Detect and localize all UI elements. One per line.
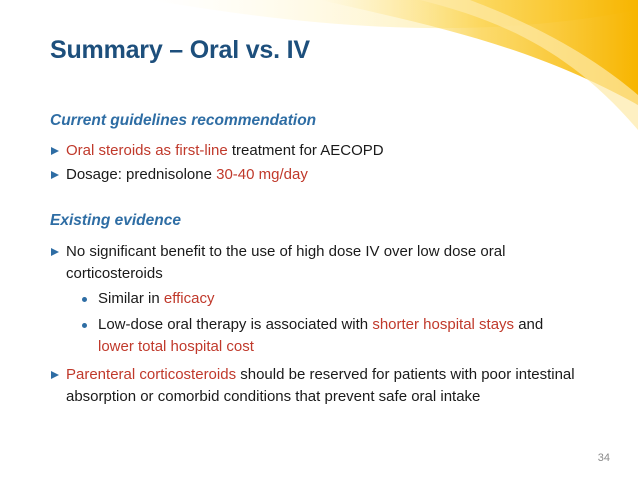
slide-title: Summary – Oral vs. IV xyxy=(50,36,310,64)
evidence-heading: Existing evidence xyxy=(50,212,181,229)
bullet-text: Dosage: prednisolone xyxy=(66,166,217,183)
triangle-bullet-icon xyxy=(51,371,59,379)
bullet-dosage xyxy=(66,164,586,186)
bullet-oral-first-line xyxy=(66,140,586,162)
highlight-text: shorter hospital stays xyxy=(372,316,515,333)
highlight-text: efficacy xyxy=(163,290,215,307)
bullet-text: Similar in xyxy=(98,290,164,307)
dot-bullet-icon xyxy=(82,297,87,302)
highlight-text: 30-40 mg/day xyxy=(216,166,308,183)
bullet-text: should be reserved for patients with poor intestinal absorption or comorbid conditions that prevent safe oral intake xyxy=(66,366,575,405)
highlight-text: lower total hospital cost xyxy=(98,338,254,355)
highlight-text: Oral steroids as first-line xyxy=(66,142,228,159)
sub-bullet-efficacy xyxy=(98,288,598,310)
bullet-text: Low-dose oral therapy is associated with xyxy=(98,316,373,333)
bullet-parenteral xyxy=(66,364,586,408)
bullet-text: No significant benefit to the use of high dose IV over low dose oral corticosteroids xyxy=(66,243,506,282)
bullet-text: and xyxy=(514,316,544,333)
dot-bullet-icon xyxy=(82,323,87,328)
sub-bullet-low-dose xyxy=(98,314,598,358)
guidelines-heading: Current guidelines recommendation xyxy=(50,112,317,129)
bullet-text: treatment for AECOPD xyxy=(227,142,384,159)
triangle-bullet-icon xyxy=(51,171,59,179)
highlight-text: Parenteral corticosteroids xyxy=(66,366,237,383)
bullet-no-benefit xyxy=(66,241,566,285)
triangle-bullet-icon xyxy=(51,147,59,155)
triangle-bullet-icon xyxy=(51,248,59,256)
page-number: 34 xyxy=(597,452,610,464)
